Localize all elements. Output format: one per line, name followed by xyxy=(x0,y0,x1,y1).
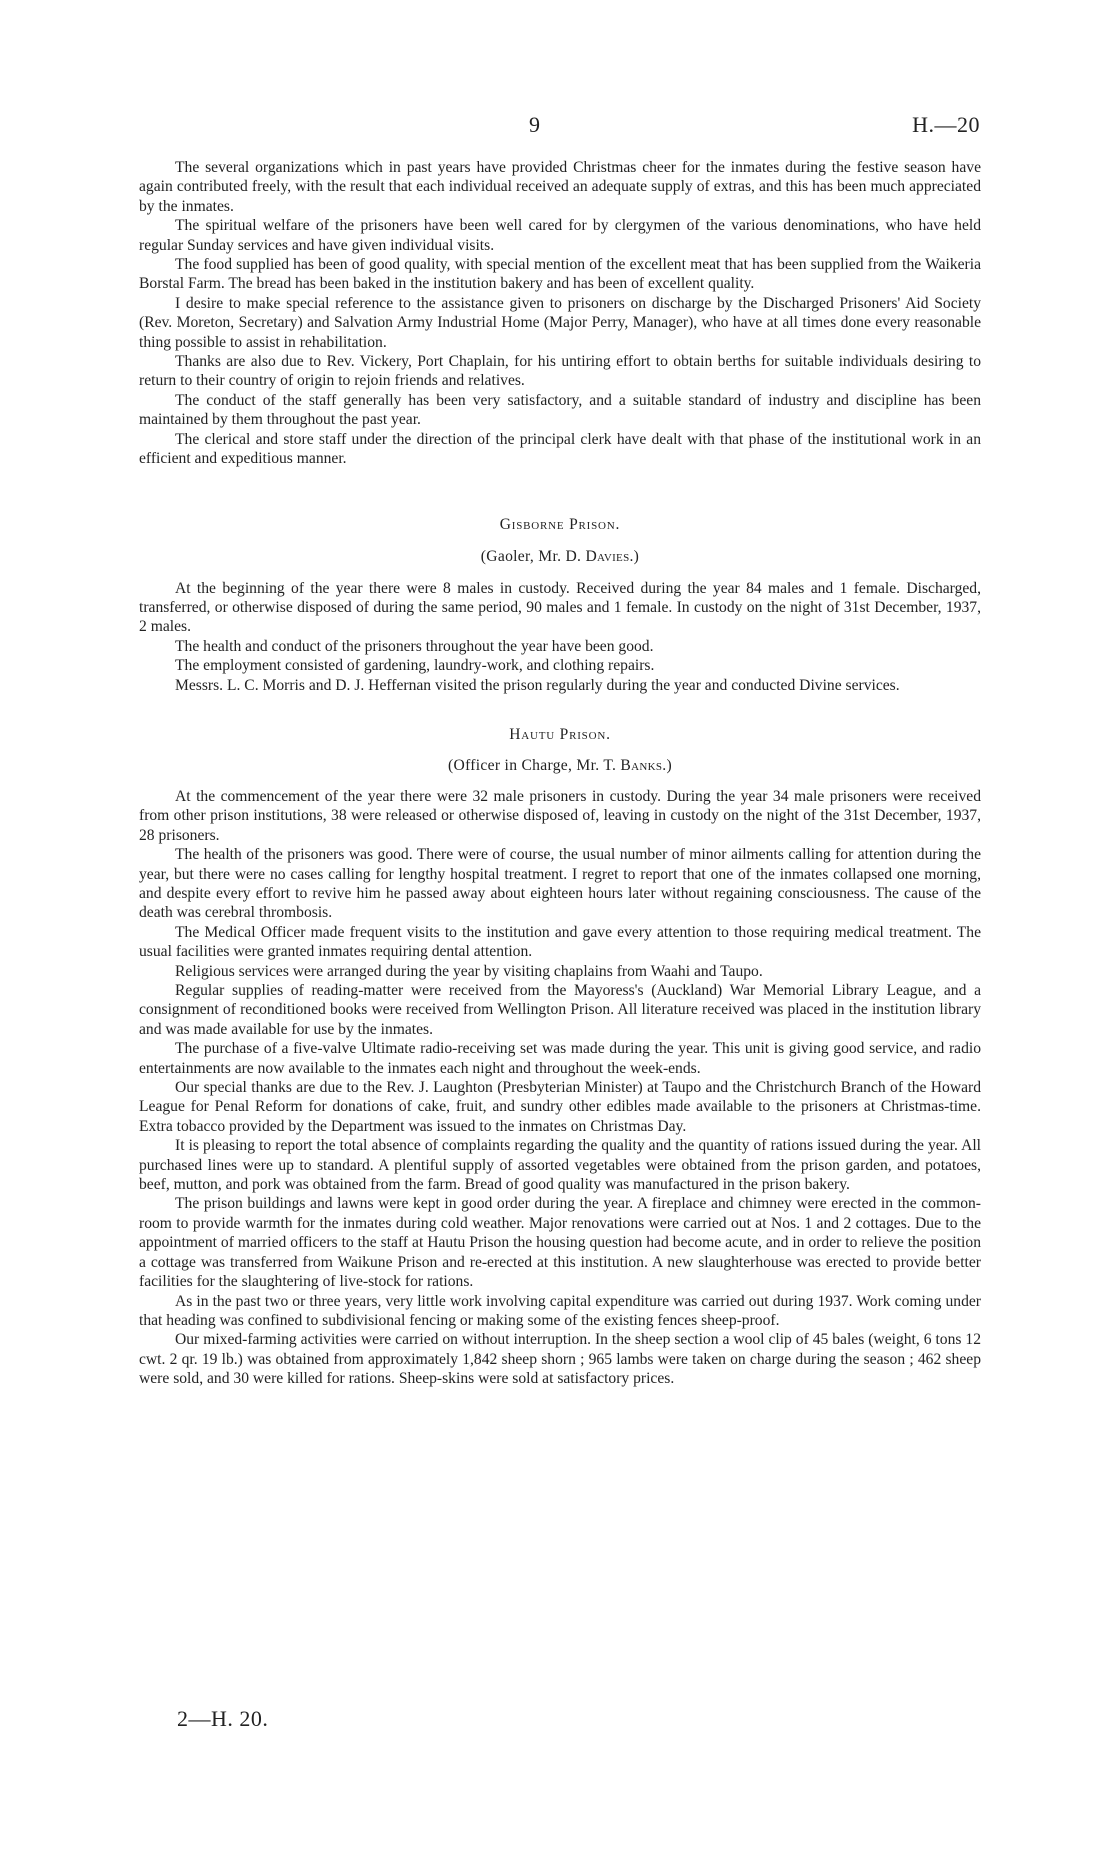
paragraph: Our special thanks are due to the Rev. J. Laughton (Presbyterian Minister) at Taupo and the Christchurch Branch of the Howard League for Penal Reform for donations of cake, fruit, and sundry other edibles made available to the prisoners at Christmas-time. Extra tobacco provided by the Department was issued to the inmates on Christmas Day. xyxy=(139,1079,981,1135)
paragraph: It is pleasing to report the total absence of complaints regarding the quality and the quantity of rations issued during the year. All purchased lines were up to standard. A plentiful supply of assorted vegetables were obtained from the prison garden, and potatoes, beef, mutton, and pork was obtained from the farm. Bread of good quality was manufactured in the prison bakery. xyxy=(139,1137,981,1194)
paragraph: The food supplied has been of good quality, with special mention of the excellent meat that has been supplied from the Waikeria Borstal Farm. The bread has been baked in the institution bakery and has been of excellent quality. xyxy=(139,256,981,293)
section-subheading xyxy=(139,756,981,776)
paragraph: The Medical Officer made frequent visits to the institution and gave every attention to those requiring medical treatment. The usual facilities were granted inmates requiring dental attention. xyxy=(139,923,981,961)
section-heading: Gisborne Prison. xyxy=(499,515,621,533)
section-heading: Hautu Prison. xyxy=(509,725,611,743)
gisborne-section xyxy=(139,515,981,695)
paragraph: The clerical and store staff under the direction of the principal clerk have dealt with that phase of the institutional work in an efficient and expeditious manner. xyxy=(139,430,981,468)
paragraph: I desire to make special reference to the assistance given to prisoners on discharge by the Discharged Prisoners' Aid Society (Rev. Moreton, Secretary) and Salvation Army Industrial Home (Major Perry, Manager), who have at all times done every reasonable thing possible to assist in rehabilitation. xyxy=(139,294,981,351)
paragraph: At the commencement of the year there were 32 male prisoners in custody. During the year 34 male prisoners were received from other prison institutions, 38 were released or otherwise disposed of, leaving in custody on the night of the 31st December, 1937, 28 prisoners. xyxy=(139,787,981,844)
subheading-suffix: .) xyxy=(662,756,672,774)
footer-reference: 2—H. 20. xyxy=(177,1706,269,1731)
page-body xyxy=(139,158,981,1389)
paragraph: Thanks are also due to Rev. Vickery, Port Chaplain, for his untiring effort to obtain berths for suitable individuals desiring to return to their country of origin to rejoin friends and relatives. xyxy=(139,353,981,390)
document-reference: H.—20 xyxy=(912,112,980,137)
paragraph: The employment consisted of gardening, laundry-work, and clothing repairs. xyxy=(175,657,655,675)
subheading-suffix: .) xyxy=(629,547,640,565)
page-number: 9 xyxy=(529,112,540,137)
paragraph: The spiritual welfare of the prisoners have been well cared for by clergymen of the various denominations, who have held regular Sunday services and have given individual visits. xyxy=(139,217,981,254)
paragraph: The health of the prisoners was good. There were of course, the usual number of minor ailments calling for attention during the year, but there were no cases calling for lengthy hospital treatment. I regret to report that one of the inmates collapsed one morning, and despite every effort to revive him he passed away about eighteen hours later without regaining consciousness. The cause of the death was cerebral thrombosis. xyxy=(139,846,981,922)
paragraph: Messrs. L. C. Morris and D. J. Heffernan visited the prison regularly during the year and conducted Divine services. xyxy=(175,676,900,694)
intro-section xyxy=(139,158,981,469)
paragraph: The several organizations which in past years have provided Christmas cheer for the inmates during the festive season have again contributed freely, with the result that each individual received an adequate supply of extras, and this has been much appreciated by the inmates. xyxy=(139,159,981,215)
paragraph: The purchase of a five-valve Ultimate radio-receiving set was made during the year. This unit is giving good service, and radio entertainments are now available to the inmates each night and throughout the week-ends. xyxy=(139,1040,981,1077)
paragraph: The prison buildings and lawns were kept in good order during the year. A fireplace and chimney were erected in the common-room to provide warmth for the inmates during cold weather. Major renovations were carried out at Nos. 1 and 2 cottages. Due to the appointment of married officers to the staff at Hautu Prison the housing question had become acute, and in order to relieve the position a cottage was transferred from Waikune Prison and re-erected at this institution. A new slaughterhouse was erected to provide better facilities for the slaughtering of live-stock for rations. xyxy=(139,1195,981,1291)
paragraph: Our mixed-farming activities were carried on without interruption. In the sheep section a wool clip of 45 bales (weight, 6 tons 12 cwt. 2 qr. 19 lb.) was obtained from approximately 1,842 sheep shorn ; 965 lambs were taken on charge during the season ; 462 sheep were sold, and 30 were killed for rations. Sheep-skins were sold at satisfactory prices. xyxy=(139,1331,981,1388)
paragraph: As in the past two or three years, very little work involving capital expenditure was carried out during 1937. Work coming under that heading was confined to subdivisional fencing or making some of the existing fences sheep-proof. xyxy=(139,1292,981,1329)
paragraph: The health and conduct of the prisoners throughout the year have been good. xyxy=(175,637,654,655)
officer-name: Davies xyxy=(585,547,630,565)
subheading-prefix: (Officer in Charge, Mr. T. xyxy=(448,756,621,774)
paragraph: The conduct of the staff generally has been very satisfactory, and a suitable standard of industry and discipline has been maintained by them throughout the past year. xyxy=(139,391,981,429)
paragraph: Religious services were arranged during the year by visiting chaplains from Waahi and Taupo. xyxy=(175,962,763,980)
paragraph: At the beginning of the year there were 8 males in custody. Received during the year 84 males and 1 female. Discharged, transferred, or otherwise disposed of during the same period, 90 males and 1 female. In custody on the night of 31st December, 1937, 2 males. xyxy=(139,579,981,636)
subheading-prefix: (Gaoler, Mr. D. xyxy=(480,547,586,565)
page-header xyxy=(0,112,1114,140)
paragraph: Regular supplies of reading-matter were received from the Mayoress's (Auckland) War Memorial Library League, and a consignment of reconditioned books were received from Wellington Prison. All literature received was placed in the institution library and was made available for use by the inmates. xyxy=(139,982,981,1038)
section-subheading xyxy=(139,547,981,567)
hautu-section xyxy=(139,725,981,1389)
officer-name: Banks xyxy=(620,756,663,774)
